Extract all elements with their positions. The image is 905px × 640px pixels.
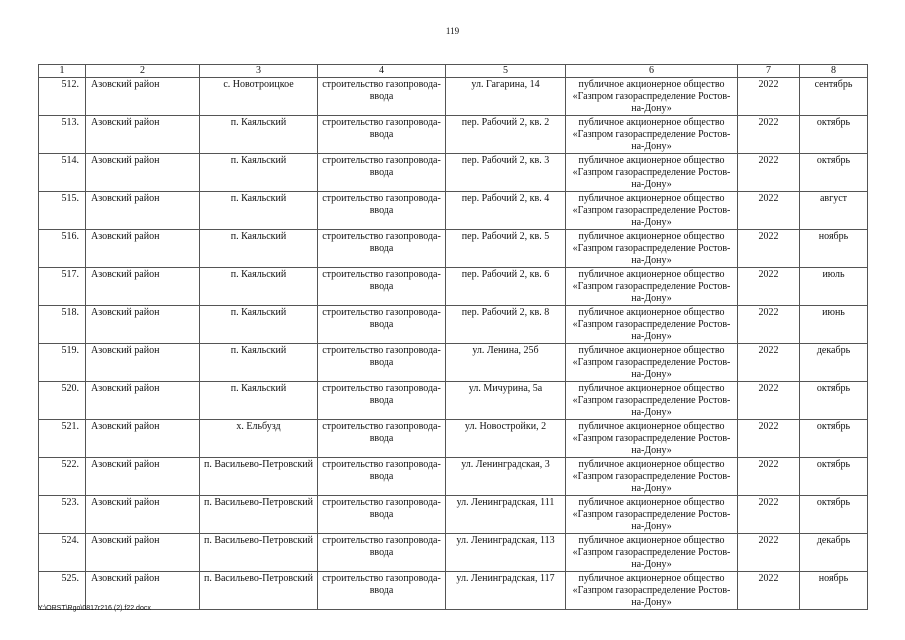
work-type-cell: строительство газопровода-ввода: [318, 572, 446, 610]
address-cell: ул. Ленинградская, 111: [446, 496, 566, 534]
address-cell: ул. Новостройки, 2: [446, 420, 566, 458]
month-cell: октябрь: [800, 420, 868, 458]
settlement-cell: п. Каяльский: [200, 268, 318, 306]
work-type-cell: строительство газопровода-ввода: [318, 344, 446, 382]
year-cell: 2022: [738, 230, 800, 268]
row-number-cell: 512.: [39, 78, 86, 116]
address-cell: пер. Рабочий 2, кв. 5: [446, 230, 566, 268]
header-row: [39, 65, 868, 78]
district-cell: Азовский район: [86, 420, 200, 458]
organization-cell: публичное акционерное общество «Газпром газораспределение Ростов-на-Дону»: [566, 268, 738, 306]
settlement-cell: п. Каяльский: [200, 306, 318, 344]
table-row: [39, 572, 868, 610]
month-cell: октябрь: [800, 382, 868, 420]
organization-cell: публичное акционерное общество «Газпром газораспределение Ростов-на-Дону»: [566, 116, 738, 154]
schedule-table: [38, 64, 868, 610]
address-cell: ул. Ленинградская, 117: [446, 572, 566, 610]
settlement-cell: п. Каяльский: [200, 230, 318, 268]
settlement-cell: п. Васильево-Петровский: [200, 534, 318, 572]
table-row: [39, 382, 868, 420]
column-header: 8: [800, 65, 868, 78]
address-cell: ул. Мичурина, 5а: [446, 382, 566, 420]
month-cell: октябрь: [800, 116, 868, 154]
row-number-cell: 515.: [39, 192, 86, 230]
year-cell: 2022: [738, 78, 800, 116]
column-header: 6: [566, 65, 738, 78]
settlement-cell: п. Васильево-Петровский: [200, 458, 318, 496]
organization-cell: публичное акционерное общество «Газпром газораспределение Ростов-на-Дону»: [566, 496, 738, 534]
year-cell: 2022: [738, 116, 800, 154]
work-type-cell: строительство газопровода-ввода: [318, 116, 446, 154]
address-cell: ул. Ленинградская, 3: [446, 458, 566, 496]
row-number-cell: 522.: [39, 458, 86, 496]
settlement-cell: п. Каяльский: [200, 192, 318, 230]
organization-cell: публичное акционерное общество «Газпром газораспределение Ростов-на-Дону»: [566, 382, 738, 420]
month-cell: ноябрь: [800, 572, 868, 610]
organization-cell: публичное акционерное общество «Газпром газораспределение Ростов-на-Дону»: [566, 306, 738, 344]
work-type-cell: строительство газопровода-ввода: [318, 268, 446, 306]
year-cell: 2022: [738, 192, 800, 230]
year-cell: 2022: [738, 344, 800, 382]
address-cell: пер. Рабочий 2, кв. 3: [446, 154, 566, 192]
district-cell: Азовский район: [86, 154, 200, 192]
table-row: [39, 192, 868, 230]
organization-cell: публичное акционерное общество «Газпром газораспределение Ростов-на-Дону»: [566, 572, 738, 610]
district-cell: Азовский район: [86, 534, 200, 572]
address-cell: пер. Рабочий 2, кв. 8: [446, 306, 566, 344]
row-number-cell: 525.: [39, 572, 86, 610]
district-cell: Азовский район: [86, 458, 200, 496]
year-cell: 2022: [738, 382, 800, 420]
table-row: [39, 344, 868, 382]
settlement-cell: п. Каяльский: [200, 344, 318, 382]
work-type-cell: строительство газопровода-ввода: [318, 496, 446, 534]
table-row: [39, 230, 868, 268]
address-cell: ул. Ленинградская, 113: [446, 534, 566, 572]
table-row: [39, 306, 868, 344]
work-type-cell: строительство газопровода-ввода: [318, 230, 446, 268]
address-cell: пер. Рабочий 2, кв. 4: [446, 192, 566, 230]
settlement-cell: п. Каяльский: [200, 116, 318, 154]
organization-cell: публичное акционерное общество «Газпром газораспределение Ростов-на-Дону»: [566, 534, 738, 572]
district-cell: Азовский район: [86, 306, 200, 344]
table-row: [39, 268, 868, 306]
district-cell: Азовский район: [86, 572, 200, 610]
work-type-cell: строительство газопровода-ввода: [318, 458, 446, 496]
page-number: 119: [445, 26, 460, 36]
settlement-cell: п. Каяльский: [200, 382, 318, 420]
month-cell: сентябрь: [800, 78, 868, 116]
table-row: [39, 458, 868, 496]
organization-cell: публичное акционерное общество «Газпром газораспределение Ростов-на-Дону»: [566, 78, 738, 116]
district-cell: Азовский район: [86, 268, 200, 306]
row-number-cell: 514.: [39, 154, 86, 192]
organization-cell: публичное акционерное общество «Газпром газораспределение Ростов-на-Дону»: [566, 192, 738, 230]
address-cell: ул. Ленина, 25б: [446, 344, 566, 382]
work-type-cell: строительство газопровода-ввода: [318, 534, 446, 572]
table-row: [39, 496, 868, 534]
month-cell: август: [800, 192, 868, 230]
table-body: [39, 78, 868, 610]
district-cell: Азовский район: [86, 192, 200, 230]
year-cell: 2022: [738, 496, 800, 534]
year-cell: 2022: [738, 572, 800, 610]
address-cell: ул. Гагарина, 14: [446, 78, 566, 116]
organization-cell: публичное акционерное общество «Газпром газораспределение Ростов-на-Дону»: [566, 154, 738, 192]
year-cell: 2022: [738, 458, 800, 496]
address-cell: пер. Рабочий 2, кв. 6: [446, 268, 566, 306]
district-cell: Азовский район: [86, 382, 200, 420]
district-cell: Азовский район: [86, 230, 200, 268]
row-number-cell: 520.: [39, 382, 86, 420]
row-number-cell: 516.: [39, 230, 86, 268]
year-cell: 2022: [738, 154, 800, 192]
settlement-cell: п. Каяльский: [200, 154, 318, 192]
settlement-cell: п. Васильево-Петровский: [200, 496, 318, 534]
month-cell: декабрь: [800, 344, 868, 382]
district-cell: Азовский район: [86, 344, 200, 382]
work-type-cell: строительство газопровода-ввода: [318, 382, 446, 420]
column-header: 1: [39, 65, 86, 78]
column-header: 7: [738, 65, 800, 78]
organization-cell: публичное акционерное общество «Газпром газораспределение Ростов-на-Дону»: [566, 344, 738, 382]
column-header: 2: [86, 65, 200, 78]
column-header: 3: [200, 65, 318, 78]
year-cell: 2022: [738, 306, 800, 344]
month-cell: декабрь: [800, 534, 868, 572]
settlement-cell: х. Ельбузд: [200, 420, 318, 458]
work-type-cell: строительство газопровода-ввода: [318, 306, 446, 344]
year-cell: 2022: [738, 420, 800, 458]
year-cell: 2022: [738, 268, 800, 306]
work-type-cell: строительство газопровода-ввода: [318, 154, 446, 192]
work-type-cell: строительство газопровода-ввода: [318, 78, 446, 116]
month-cell: октябрь: [800, 154, 868, 192]
row-number-cell: 523.: [39, 496, 86, 534]
row-number-cell: 513.: [39, 116, 86, 154]
row-number-cell: 521.: [39, 420, 86, 458]
settlement-cell: п. Васильево-Петровский: [200, 572, 318, 610]
district-cell: Азовский район: [86, 116, 200, 154]
district-cell: Азовский район: [86, 496, 200, 534]
footer-file-path: Y:\ORST\Rgo\0817r216 (2).f22.docx: [38, 605, 151, 612]
year-cell: 2022: [738, 534, 800, 572]
row-number-cell: 524.: [39, 534, 86, 572]
organization-cell: публичное акционерное общество «Газпром газораспределение Ростов-на-Дону»: [566, 420, 738, 458]
row-number-cell: 517.: [39, 268, 86, 306]
address-cell: пер. Рабочий 2, кв. 2: [446, 116, 566, 154]
month-cell: июнь: [800, 306, 868, 344]
column-header: 4: [318, 65, 446, 78]
row-number-cell: 518.: [39, 306, 86, 344]
row-number-cell: 519.: [39, 344, 86, 382]
table-row: [39, 78, 868, 116]
district-cell: Азовский район: [86, 78, 200, 116]
organization-cell: публичное акционерное общество «Газпром газораспределение Ростов-на-Дону»: [566, 230, 738, 268]
work-type-cell: строительство газопровода-ввода: [318, 192, 446, 230]
table-row: [39, 154, 868, 192]
month-cell: ноябрь: [800, 230, 868, 268]
table-row: [39, 116, 868, 154]
month-cell: июль: [800, 268, 868, 306]
organization-cell: публичное акционерное общество «Газпром газораспределение Ростов-на-Дону»: [566, 458, 738, 496]
table-row: [39, 420, 868, 458]
month-cell: октябрь: [800, 458, 868, 496]
month-cell: октябрь: [800, 496, 868, 534]
column-header: 5: [446, 65, 566, 78]
table-row: [39, 534, 868, 572]
work-type-cell: строительство газопровода-ввода: [318, 420, 446, 458]
settlement-cell: с. Новотроицкое: [200, 78, 318, 116]
